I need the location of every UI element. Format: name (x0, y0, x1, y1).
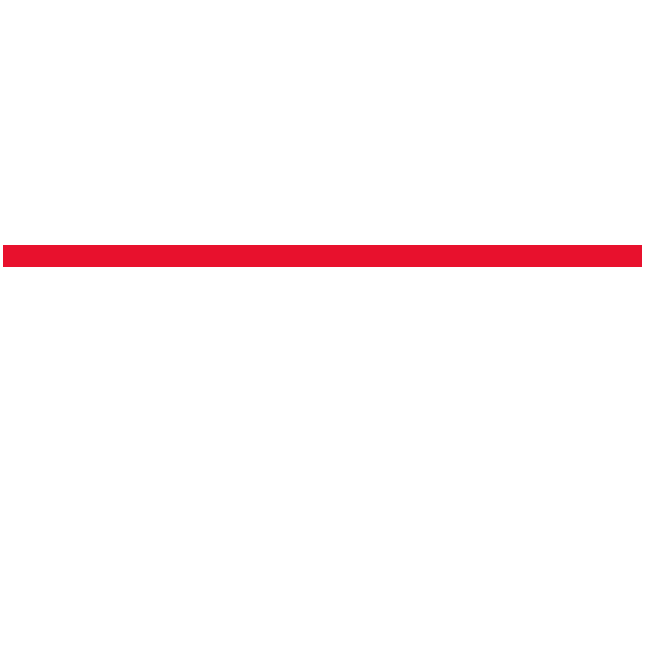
size-chart-banner (3, 245, 642, 267)
measures-grid (3, 334, 642, 389)
size-age-grid (3, 269, 642, 329)
title-separator (3, 203, 11, 233)
size-chart-page (3, 204, 642, 403)
page-title (3, 204, 642, 232)
